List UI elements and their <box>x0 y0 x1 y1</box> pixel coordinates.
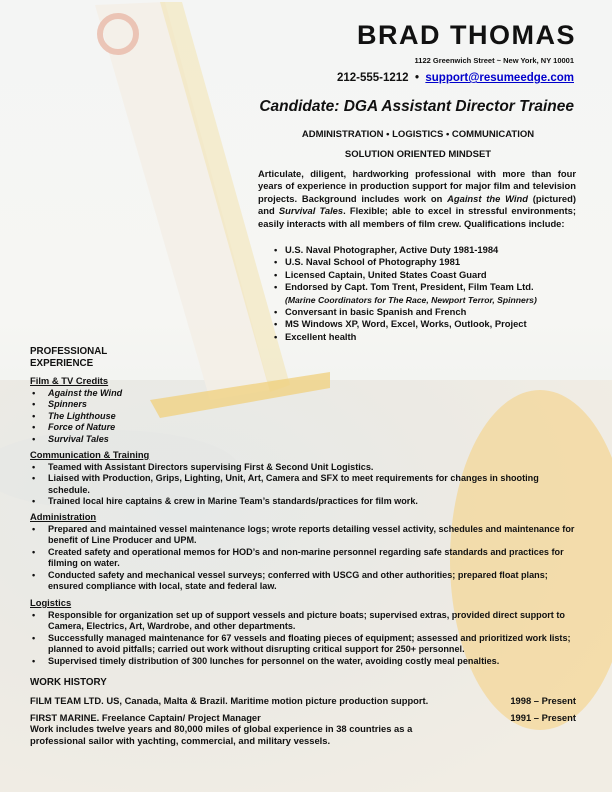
mailing-address: 1122 Greenwich Street ~ New York, NY 10001 <box>414 56 574 65</box>
logistics-item: • Successfully managed maintenance for 67 vessels and floating pieces of equipment; assessed and prioritized work lists; planned to avoid pitfalls; carried out work without disrupting critical support for 250+ personnel. <box>30 633 576 656</box>
email-link[interactable]: support@resumeedge.com <box>425 72 574 84</box>
qualification-item: • U.S. Naval Photographer, Active Duty 1981-1984 <box>272 244 582 256</box>
core-skills-line: ADMINISTRATION • LOGISTICS • COMMUNICATION <box>301 129 535 140</box>
candidate-name: BRAD THOMAS <box>357 20 576 50</box>
qualification-item: • MS Windows XP, Word, Excel, Works, Outlook, Project <box>272 318 582 330</box>
summary-text: Articulate, diligent, hardworking professional with more than four years of experience in production support for major film and television projects. Background includes work on <box>258 168 576 204</box>
work-history-entry <box>30 712 576 724</box>
credit-item: • Spinners <box>30 399 230 410</box>
summary-text: (pictured) and <box>258 192 576 217</box>
section-title-line: EXPERIENCE <box>30 358 94 369</box>
employer-description: FIRST MARINE. Freelance Captain/ Project Manager <box>30 712 261 723</box>
employment-dates: 1998 – Present <box>510 695 576 706</box>
summary-text: . Flexible; able to excel in stressful environments; easily interacts with all members of film crew. Qualifications include: <box>258 205 576 229</box>
administration-item: • Prepared and maintained vessel maintenance logs; wrote reports detailing vessel activity, schedules and maintenance for benefit of Line Producer and UPM. <box>30 524 576 547</box>
credits-list <box>30 388 230 445</box>
subhead-logistics: Logistics <box>30 597 72 608</box>
qualification-item: • U.S. Naval School of Photography 1981 <box>272 256 582 268</box>
qualification-text: Endorsed by Capt. Tom Trent, President, Film Team Ltd. <box>285 281 534 293</box>
employer-description: FILM TEAM LTD. US, Canada, Malta & Brazil. Maritime motion picture production support. <box>30 695 429 706</box>
communication-item: • Teamed with Assistant Directors supervising First & Second Unit Logistics. <box>30 462 576 473</box>
summary-film-title: Survival Tales <box>278 205 344 217</box>
subhead-communication: Communication & Training <box>30 449 150 460</box>
qualification-item: • Excellent health <box>272 331 582 343</box>
section-title-experience <box>30 346 107 370</box>
logistics-list <box>30 610 576 667</box>
employment-dates: 1991 – Present <box>510 712 576 723</box>
qualification-item <box>272 281 582 306</box>
profile-summary <box>258 168 576 230</box>
subhead-administration: Administration <box>30 511 97 522</box>
administration-item: • Conducted safety and mechanical vessel surveys; conferred with USCG and other authorities; prepared float plans; ensured compliance with local, state and federal law. <box>30 570 576 593</box>
administration-list <box>30 524 576 592</box>
subhead-credits: Film & TV Credits <box>30 375 109 386</box>
phone-number: 212-555-1212 <box>336 72 409 84</box>
summary-film-title: Against the Wind <box>447 192 528 204</box>
communication-list <box>30 462 576 508</box>
qualification-item: • Licensed Captain, United States Coast Guard <box>272 269 582 281</box>
section-title-work-history: WORK HISTORY <box>30 677 107 688</box>
logistics-item: • Responsible for organization set up of support vessels and picture boats; supervised extras, provided direct support to Camera, Electrics, Art, Wardrobe, and other departments. <box>30 610 576 633</box>
mindset-line: SOLUTION ORIENTED MINDSET <box>344 149 492 160</box>
credit-item: • Against the Wind <box>30 388 230 399</box>
qualification-item: • Conversant in basic Spanish and French <box>272 306 582 318</box>
communication-item: • Liaised with Production, Grips, Lighting, Unit, Art, Camera and SFX to meet requirements for changes in shooting schedule. <box>30 473 576 496</box>
work-history-entry <box>30 695 576 707</box>
credit-item: • Survival Tales <box>30 434 230 445</box>
candidate-objective: Candidate: DGA Assistant Director Trainee <box>259 98 574 115</box>
credit-item: • Force of Nature <box>30 422 230 433</box>
administration-item: • Created safety and operational memos for HOD’s and non-marine personnel regarding safe standards and practices for filming on water. <box>30 547 576 570</box>
contact-line <box>337 72 574 84</box>
contact-separator: • <box>414 72 419 84</box>
work-history-note: Work includes twelve years and 80,000 miles of global experience in 38 countries as a professional sailor with yachting, commercial, and military vessels. <box>30 723 413 746</box>
qualifications-list <box>272 244 582 343</box>
credit-item: • The Lighthouse <box>30 411 230 422</box>
logistics-item: • Supervised timely distribution of 300 lunches for personnel on the water, avoiding costly meal penalties. <box>30 656 576 667</box>
section-title-line: PROFESSIONAL <box>30 346 108 357</box>
qualification-note: (Marine Coordinators for The Race, Newport Terror, Spinners) <box>285 294 537 305</box>
communication-item: • Trained local hire captains & crew in Marine Team’s standards/practices for film work. <box>30 496 576 507</box>
